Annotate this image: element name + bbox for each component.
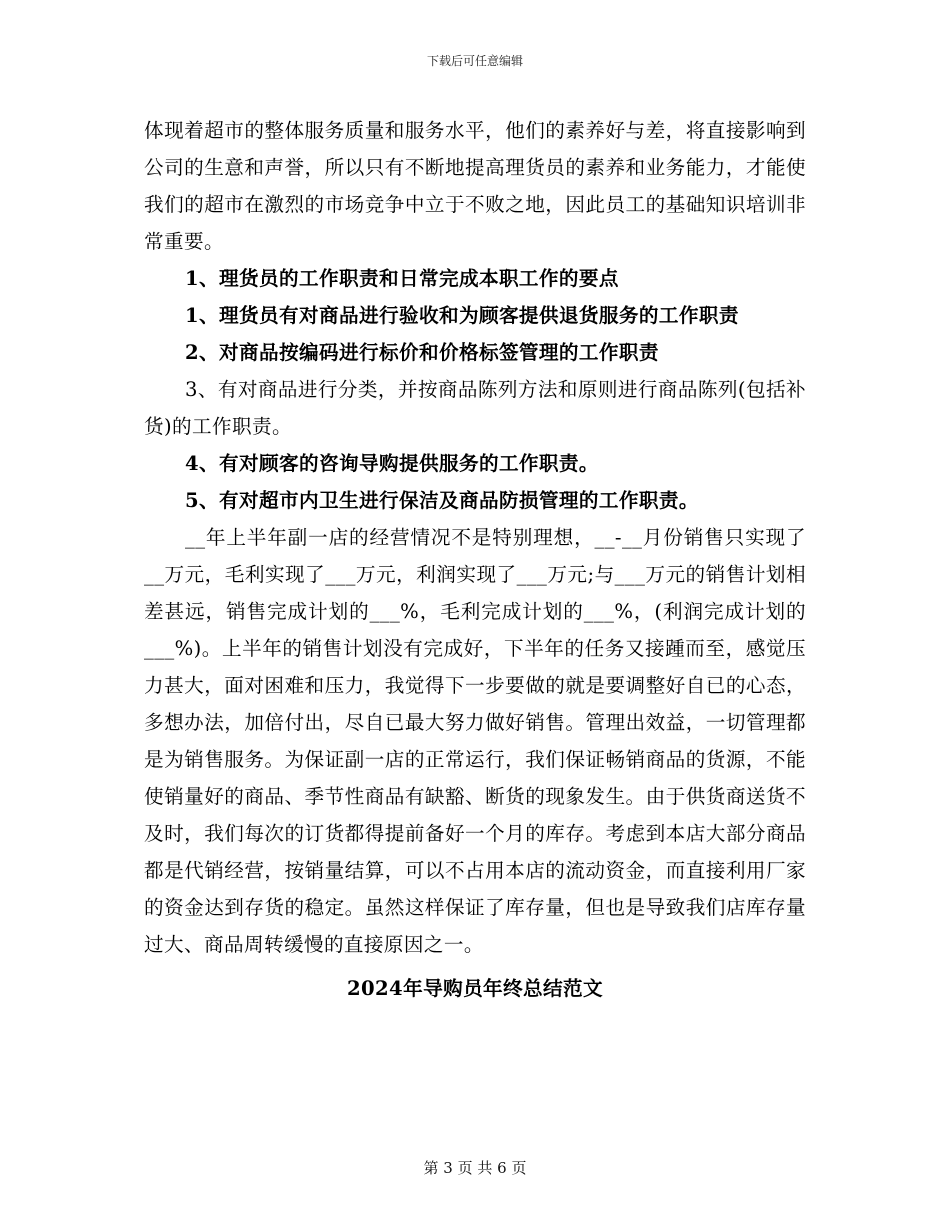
page-number: 第 3 页 共 6 页: [423, 1159, 527, 1177]
paragraph-intro: 体现着超市的整体服务质量和服务水平，他们的素养好与差，将直接影响到公司的生意和声誉，所以只有不断地提高理货员的素养和业务能力，才能使我们的超市在激烈的市场竞争中立于不败之地，因此员工的基础知识培训非常重要。: [144, 119, 806, 253]
document-body: [144, 112, 806, 1007]
list-item-duty-3: 3、有对商品进行分类，并按商品陈列方法和原则进行商品陈列(包括补货)的工作职责。: [144, 378, 806, 438]
paragraph-sales-review: __年上半年副一店的经营情况不是特别理想，__-__月份销售只实现了__万元，毛利实现了___万元，利润实现了___万元;与___万元的销售计划相差甚远，销售完成计划的___%，毛利完成计划的___%，(利润完成计划的___%)。上半年的销售计划没有完成好，下半年的任务又接踵而至，感觉压力甚大，面对困难和压力，我觉得下一步要做的就是要调整好自已的心态，多想办法，加倍付出，尽自已最大努力做好销售。管理出效益，一切管理都是为销售服务。为保证副一店的正常运行，我们保证畅销商品的货源，不能使销量好的商品、季节性商品有缺豁、断货的现象发生。由于供货商送货不及时，我们每次的订货都得提前备好一个月的库存。考虑到本店大部分商品都是代销经营，按销量结算，可以不占用本店的流动资金，而直接利用厂家的资金达到存货的稳定。虽然这样保证了库存量，但也是导致我们店库存量过大、商品周转缓慢的直接原因之一。: [144, 526, 806, 956]
list-item-duty-5: 5、有对超市内卫生进行保洁及商品防损管理的工作职责。: [185, 489, 699, 512]
page-header: 下载后可任意编辑: [426, 54, 523, 68]
list-item-duty-2: 2、对商品按编码进行标价和价格标签管理的工作职责: [185, 341, 659, 364]
list-item-duty-1: 1、理货员有对商品进行验收和为顾客提供退货服务的工作职责: [185, 304, 739, 327]
heading-duties: 1、理货员的工作职责和日常完成本职工作的要点: [185, 267, 619, 290]
list-item-duty-4: 4、有对顾客的咨询导购提供服务的工作职责。: [185, 452, 599, 475]
section-title: 2024年导购员年终总结范文: [346, 977, 604, 1000]
